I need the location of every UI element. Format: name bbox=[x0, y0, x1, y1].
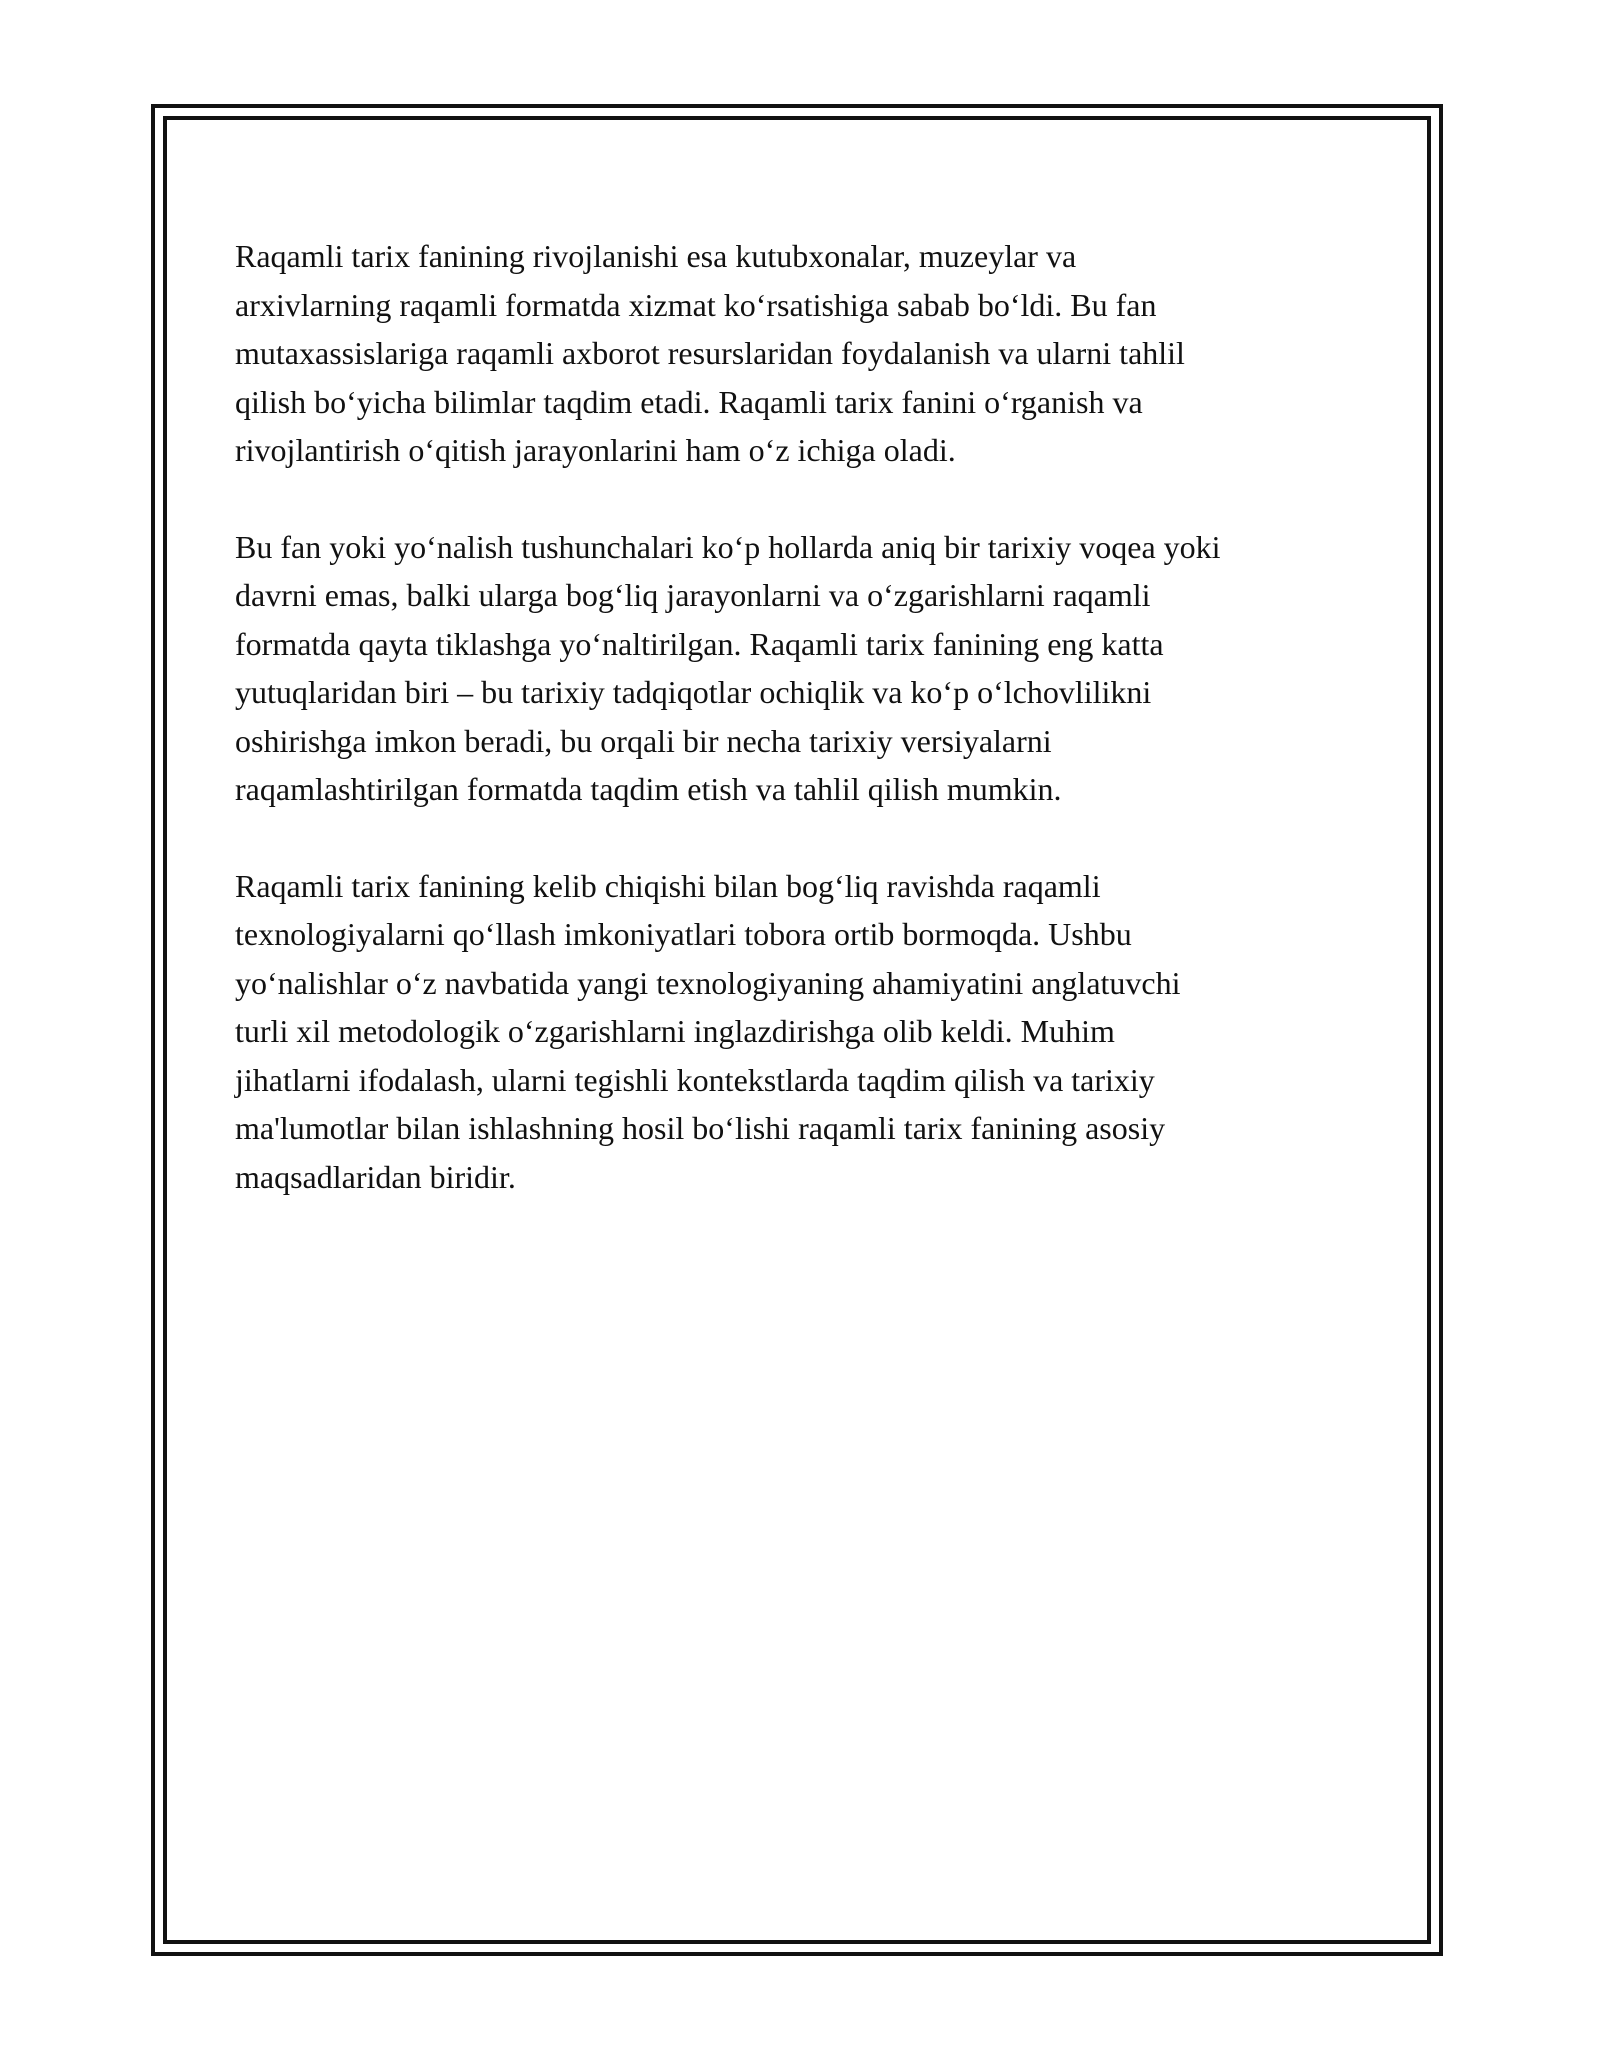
text-line: formatda qayta tiklashga yo‘naltirilgan. Raqamli tarix fanining eng katta bbox=[235, 625, 1164, 662]
text-line: Bu fan yoki yo‘nalish tushunchalari ko‘p hollarda aniq bir tarixiy voqea yoki bbox=[235, 528, 1221, 565]
text-line: yo‘nalishlar o‘z navbatida yangi texnologiyaning ahamiyatini anglatuvchi bbox=[235, 964, 1181, 1001]
paragraph-1 bbox=[235, 232, 1375, 475]
text-line: maqsadlaridan biridir. bbox=[235, 1158, 516, 1195]
text-line: davrni emas, balki ularga bog‘liq jarayonlarni va o‘zgarishlarni raqamli bbox=[235, 577, 1151, 613]
text-line: Raqamli tarix fanining kelib chiqishi bilan bog‘liq ravishda raqamli bbox=[235, 867, 1101, 904]
paragraph-3 bbox=[235, 862, 1375, 1202]
text-line: yutuqlaridan biri – bu tarixiy tadqiqotlar ochiqlik va ko‘p o‘lchovlilikni bbox=[235, 674, 1152, 710]
text-line: ma'lumotlar bilan ishlashning hosil bo‘lishi raqamli tarix fanining asosiy bbox=[235, 1110, 1166, 1146]
text-line: jihatlarni ifodalash, ularni tegishli kontekstlarda taqdim qilish va tarixiy bbox=[235, 1061, 1155, 1098]
text-line: rivojlantirish o‘qitish jarayonlarini ham o‘z ichiga oladi. bbox=[235, 432, 956, 468]
document-body bbox=[235, 232, 1375, 1249]
text-line: turli xil metodologik o‘zgarishlarni inglazdirishga olib keldi. Muhim bbox=[235, 1013, 1115, 1049]
text-line: Raqamli tarix fanining rivojlanishi esa kutubxonalar, muzeylar va bbox=[235, 238, 1077, 274]
text-line: texnologiyalarni qo‘llash imkoniyatlari tobora ortib bormoqda. Ushbu bbox=[235, 916, 1132, 952]
text-line: qilish bo‘yicha bilimlar taqdim etadi. Raqamli tarix fanini o‘rganish va bbox=[235, 383, 1143, 420]
text-line: oshirishga imkon beradi, bu orqali bir necha tarixiy versiyalarni bbox=[235, 722, 1052, 759]
paragraph-2 bbox=[235, 523, 1375, 814]
text-line: arxivlarning raqamli formatda xizmat ko‘rsatishiga sabab bo‘ldi. Bu fan bbox=[235, 286, 1157, 323]
text-line: raqamlashtirilgan formatda taqdim etish va tahlil qilish mumkin. bbox=[235, 771, 1062, 807]
text-line: mutaxassislariga raqamli axborot resurslaridan foydalanish va ularni tahlil bbox=[235, 335, 1185, 371]
